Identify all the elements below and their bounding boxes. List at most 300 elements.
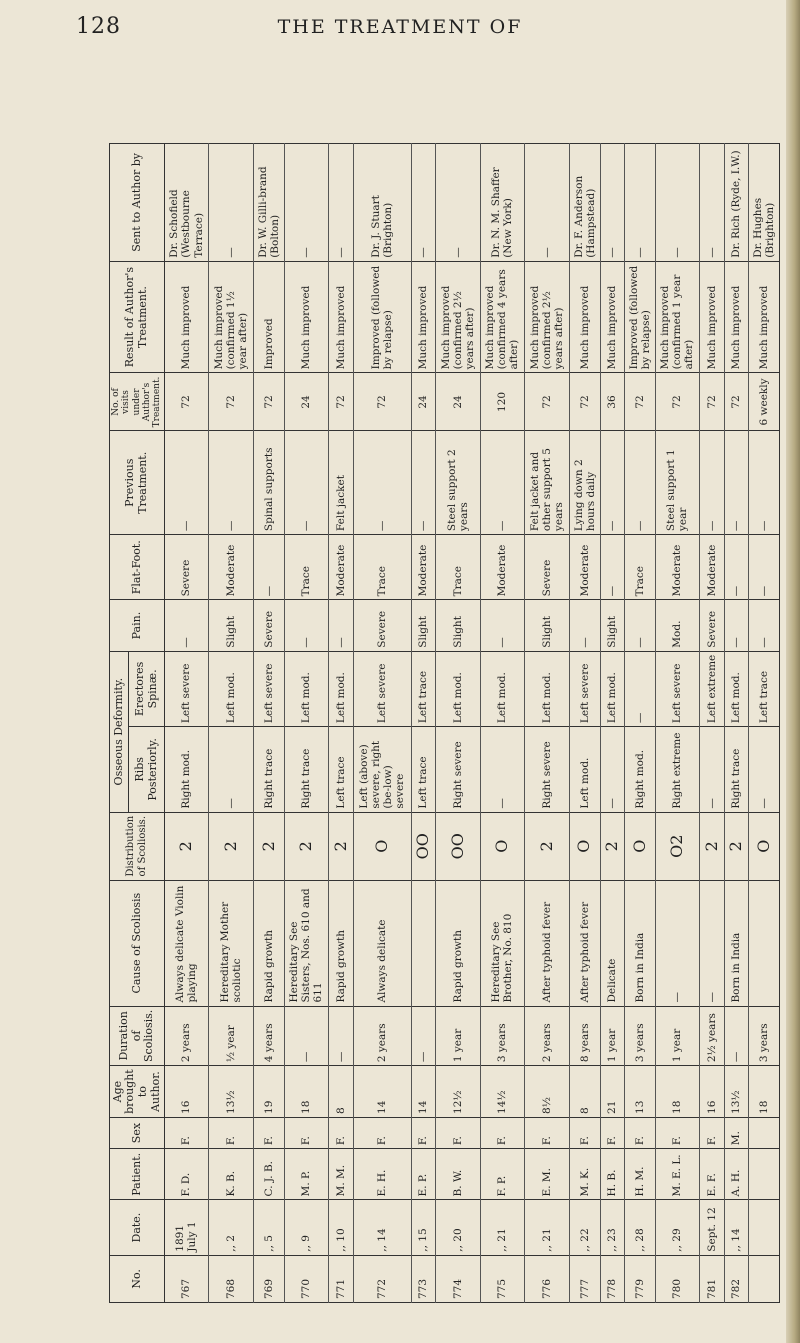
cell-visits: 72 (724, 373, 748, 431)
cell-erectores: Left mod. (436, 651, 481, 726)
header-pain: Pain. (110, 600, 165, 651)
cell-patient: M. P. (284, 1149, 329, 1200)
table-row (624, 144, 655, 1303)
header-distribution: Distribution of Scoliosis. (110, 812, 165, 880)
cell-visits: 36 (600, 373, 624, 431)
header-patient: Patient. (110, 1149, 165, 1200)
cell-flat-foot: — (600, 535, 624, 600)
cell-no (748, 1255, 779, 1302)
cell-sex: F. (624, 1117, 655, 1148)
cell-cause: Born in India (624, 880, 655, 1006)
cell-previous: Felt jacket and other support 5 years (525, 431, 570, 535)
cell-result: Much improved (569, 261, 600, 373)
cell-flat-foot: Moderate (700, 535, 724, 600)
cell-erectores: — (624, 651, 655, 726)
cell-no: 767 (164, 1255, 209, 1302)
cell-no: 780 (655, 1255, 700, 1302)
header-date: Date. (110, 1200, 165, 1255)
cell-erectores: Left mod. (600, 651, 624, 726)
cell-visits: 24 (284, 373, 329, 431)
cell-cause: Born in India (724, 880, 748, 1006)
header-sex: Sex (110, 1117, 165, 1148)
cell-result: Much improved (confirmed 1 year after) (655, 261, 700, 373)
cell-result: Much improved (411, 261, 435, 373)
cell-visits: 24 (411, 373, 435, 431)
header-erectores: Erectores Spinæ. (129, 651, 164, 726)
cell-sent: — (600, 144, 624, 262)
cell-patient: E. H. (353, 1149, 411, 1200)
cell-cause (411, 880, 435, 1006)
cell-result: Much improved (748, 261, 779, 373)
cell-flat-foot: Trace (284, 535, 329, 600)
cell-pain: — (724, 600, 748, 651)
cell-visits: 72 (353, 373, 411, 431)
cell-sent: — (700, 144, 724, 262)
cell-result: Much improved (confirmed 4 years after) (480, 261, 525, 373)
cell-erectores: Left severe (164, 651, 209, 726)
cell-result: Improved (followed by relapse) (624, 261, 655, 373)
table-row (436, 144, 481, 1303)
cell-distribution: OO (436, 812, 481, 880)
cell-ribs: Right mod. (624, 727, 655, 812)
cell-date: ,, 2 (209, 1200, 254, 1255)
cell-erectores: Left mod. (480, 651, 525, 726)
header-previous: Previous Treatment. (110, 431, 165, 535)
cell-distribution: O (353, 812, 411, 880)
cell-result: Much improved (284, 261, 329, 373)
cell-previous: — (411, 431, 435, 535)
cell-sex: M. (724, 1117, 748, 1148)
table-row (655, 144, 700, 1303)
cell-sex: F. (284, 1117, 329, 1148)
cell-previous: — (480, 431, 525, 535)
cell-no: 782 (724, 1255, 748, 1302)
cell-previous: — (353, 431, 411, 535)
cell-visits: 72 (624, 373, 655, 431)
table-row (353, 144, 411, 1303)
cell-no: 778 (600, 1255, 624, 1302)
cell-sex: F. (600, 1117, 624, 1148)
cell-cause: Hereditary Mother scoliotic (209, 880, 254, 1006)
cell-distribution: O (624, 812, 655, 880)
cell-result: Much improved (600, 261, 624, 373)
cell-sent: — (624, 144, 655, 262)
cell-previous: Steel support 1 year (655, 431, 700, 535)
cell-duration: 3 years (624, 1006, 655, 1066)
cell-cause: Hereditary See Brother, No. 810 (480, 880, 525, 1006)
cell-flat-foot: Severe (525, 535, 570, 600)
cell-patient: A. H. (724, 1149, 748, 1200)
cell-previous: — (600, 431, 624, 535)
cell-sex: F. (253, 1117, 284, 1148)
cell-date: ,, 21 (525, 1200, 570, 1255)
cell-sent: — (655, 144, 700, 262)
cell-result: Much improved (confirmed 2½ years after) (436, 261, 481, 373)
cell-pain: Slight (436, 600, 481, 651)
cell-date: ,, 29 (655, 1200, 700, 1255)
cell-cause: Always delicate (353, 880, 411, 1006)
cell-erectores: Left trace (411, 651, 435, 726)
cell-patient: H. M. (624, 1149, 655, 1200)
cell-date: ,, 20 (436, 1200, 481, 1255)
cell-age: 8 (329, 1066, 353, 1118)
page-number: 128 (76, 14, 121, 39)
cell-sent: Dr. N. M. Shaffer (New York) (480, 144, 525, 262)
cell-distribution: 2 (525, 812, 570, 880)
cell-ribs: Left mod. (569, 727, 600, 812)
cell-erectores: Left severe (253, 651, 284, 726)
cell-previous: Felt jacket (329, 431, 353, 535)
cell-no: 771 (329, 1255, 353, 1302)
cell-flat-foot: Trace (624, 535, 655, 600)
cell-sex (748, 1117, 779, 1148)
cell-patient: F. P. (480, 1149, 525, 1200)
cell-sent: Dr. Rich (Ryde, I.W.) (724, 144, 748, 262)
cell-sent: — (525, 144, 570, 262)
cell-ribs: Left trace (411, 727, 435, 812)
cell-duration: 2 years (353, 1006, 411, 1066)
cell-ribs: — (209, 727, 254, 812)
cell-visits: 24 (436, 373, 481, 431)
cell-previous: — (624, 431, 655, 535)
cell-erectores: Left severe (353, 651, 411, 726)
cell-ribs: Right trace (284, 727, 329, 812)
table-row (569, 144, 600, 1303)
table-row (164, 144, 209, 1303)
cell-duration: 4 years (253, 1006, 284, 1066)
cell-ribs: Left (above) severe, right (be-low) severe (353, 727, 411, 812)
cell-sent: — (284, 144, 329, 262)
cell-cause: Rapid growth (436, 880, 481, 1006)
cell-distribution: 2 (164, 812, 209, 880)
cell-distribution: O (569, 812, 600, 880)
cell-distribution: 2 (329, 812, 353, 880)
cell-pain: — (748, 600, 779, 651)
cell-visits: 72 (525, 373, 570, 431)
cell-distribution: 2 (209, 812, 254, 880)
cell-flat-foot: Moderate (655, 535, 700, 600)
cell-cause: After typhoid fever (569, 880, 600, 1006)
cell-flat-foot: Moderate (480, 535, 525, 600)
cell-sent: — (411, 144, 435, 262)
cell-flat-foot: Moderate (569, 535, 600, 600)
cell-ribs: Right trace (253, 727, 284, 812)
case-table (109, 143, 780, 1303)
cell-result: Much improved (confirmed 2½ years after) (525, 261, 570, 373)
cell-pain: Slight (411, 600, 435, 651)
cell-sent: — (436, 144, 481, 262)
cell-age: 14½ (480, 1066, 525, 1118)
cell-ribs: Left trace (329, 727, 353, 812)
cell-pain: — (624, 600, 655, 651)
cell-duration: 2 years (525, 1006, 570, 1066)
cell-sex: F. (700, 1117, 724, 1148)
cell-no: 776 (525, 1255, 570, 1302)
cell-distribution: O (748, 812, 779, 880)
cell-sent: Dr. Hughes (Brighton) (748, 144, 779, 262)
cell-erectores: Left severe (655, 651, 700, 726)
cell-sex: F. (164, 1117, 209, 1148)
table-row (329, 144, 353, 1303)
cell-age: 8½ (525, 1066, 570, 1118)
cell-result: Improved (253, 261, 284, 373)
cell-date: ,, 14 (724, 1200, 748, 1255)
cell-visits: 72 (253, 373, 284, 431)
cell-age: 18 (284, 1066, 329, 1118)
cell-cause: After typhoid fever (525, 880, 570, 1006)
cell-ribs: Right severe (436, 727, 481, 812)
header-result: Result of Author's Treatment. (110, 261, 165, 373)
cell-no: 769 (253, 1255, 284, 1302)
table-row (748, 144, 779, 1303)
cell-duration: 2 years (164, 1006, 209, 1066)
cell-age: 12½ (436, 1066, 481, 1118)
cell-visits: 72 (569, 373, 600, 431)
cell-no: 768 (209, 1255, 254, 1302)
cell-distribution: 2 (284, 812, 329, 880)
cell-sex: F. (525, 1117, 570, 1148)
cell-sent: — (329, 144, 353, 262)
table-row (480, 144, 525, 1303)
cell-previous: — (724, 431, 748, 535)
cell-cause: Rapid growth (329, 880, 353, 1006)
cell-no: 777 (569, 1255, 600, 1302)
cell-age: 13 (624, 1066, 655, 1118)
cell-visits: 120 (480, 373, 525, 431)
cell-sex: F. (436, 1117, 481, 1148)
cell-distribution: 2 (600, 812, 624, 880)
cell-visits: 72 (329, 373, 353, 431)
cell-date: ,, 22 (569, 1200, 600, 1255)
table-row (411, 144, 435, 1303)
cell-visits: 72 (164, 373, 209, 431)
cell-previous: — (700, 431, 724, 535)
cell-pain: Severe (253, 600, 284, 651)
cell-patient: E. P. (411, 1149, 435, 1200)
cell-duration: 3 years (748, 1006, 779, 1066)
cell-cause: — (700, 880, 724, 1006)
cell-erectores: Left mod. (284, 651, 329, 726)
cell-duration: 3 years (480, 1006, 525, 1066)
running-head: THE TREATMENT OF (277, 16, 523, 38)
cell-duration: — (284, 1006, 329, 1066)
cell-pain: Severe (700, 600, 724, 651)
cell-ribs: Right extreme (655, 727, 700, 812)
header-cause: Cause of Scoliosis (110, 880, 165, 1006)
cell-result: Much improved (164, 261, 209, 373)
cell-sent: Dr. W. Gilli-brand (Bolton) (253, 144, 284, 262)
cell-date: ,, 9 (284, 1200, 329, 1255)
cell-flat-foot: — (253, 535, 284, 600)
cell-previous: — (284, 431, 329, 535)
cell-duration: 1 year (600, 1006, 624, 1066)
cell-no: 772 (353, 1255, 411, 1302)
cell-date: ,, 15 (411, 1200, 435, 1255)
cell-previous: Spinal supports (253, 431, 284, 535)
cell-patient: M. E. L. (655, 1149, 700, 1200)
header-visits: No. of visits under Author's Treatment. (110, 373, 165, 431)
cell-sex: F. (569, 1117, 600, 1148)
cell-sex: F. (353, 1117, 411, 1148)
cell-previous: — (164, 431, 209, 535)
cell-age: 13½ (724, 1066, 748, 1118)
cell-duration: 1 year (436, 1006, 481, 1066)
cell-sent: Dr. F. Anderson (Hampstead) (569, 144, 600, 262)
cell-flat-foot: Moderate (209, 535, 254, 600)
cell-visits: 6 weekly (748, 373, 779, 431)
cell-patient: F. D. (164, 1149, 209, 1200)
cell-previous: — (748, 431, 779, 535)
scan-edge (786, 0, 800, 1343)
cell-date: 1891 July 1 (164, 1200, 209, 1255)
cell-distribution: 2 (700, 812, 724, 880)
cell-flat-foot: Trace (353, 535, 411, 600)
cell-cause: Delicate (600, 880, 624, 1006)
cell-duration: ½ year (209, 1006, 254, 1066)
cell-flat-foot: Trace (436, 535, 481, 600)
cell-ribs: Right mod. (164, 727, 209, 812)
cell-pain: Slight (209, 600, 254, 651)
cell-no: 779 (624, 1255, 655, 1302)
cell-distribution: OO (411, 812, 435, 880)
header-no: No. (110, 1255, 165, 1302)
table-row (525, 144, 570, 1303)
cell-flat-foot: Moderate (411, 535, 435, 600)
cell-visits: 72 (700, 373, 724, 431)
cell-age: 8 (569, 1066, 600, 1118)
cell-result: Much improved (700, 261, 724, 373)
cell-ribs: Right trace (724, 727, 748, 812)
cell-date: ,, 14 (353, 1200, 411, 1255)
cell-sent: Dr. Schofield (Westbourne Terrace) (164, 144, 209, 262)
cell-duration: 1 year (655, 1006, 700, 1066)
cell-result: Much improved (329, 261, 353, 373)
cell-ribs: — (748, 727, 779, 812)
cell-age: 18 (655, 1066, 700, 1118)
cell-cause: Rapid growth (253, 880, 284, 1006)
table-row (209, 144, 254, 1303)
cell-erectores: Left extreme (700, 651, 724, 726)
cell-ribs: — (700, 727, 724, 812)
cell-pain: Slight (525, 600, 570, 651)
header-row (110, 144, 129, 1303)
cell-pain: — (480, 600, 525, 651)
cell-no: 773 (411, 1255, 435, 1302)
cell-flat-foot: Severe (164, 535, 209, 600)
cell-date: ,, 28 (624, 1200, 655, 1255)
cell-cause: Always delicate Violin playing (164, 880, 209, 1006)
cell-no: 774 (436, 1255, 481, 1302)
cell-age: 18 (748, 1066, 779, 1118)
cell-date (748, 1200, 779, 1255)
cell-no: 781 (700, 1255, 724, 1302)
cell-pain: — (284, 600, 329, 651)
cell-patient: M. K. (569, 1149, 600, 1200)
cell-pain: — (329, 600, 353, 651)
cell-age: 16 (164, 1066, 209, 1118)
header-flat-foot: Flat-Foot. (110, 535, 165, 600)
cell-duration: — (329, 1006, 353, 1066)
cell-erectores: Left mod. (329, 651, 353, 726)
cell-flat-foot: — (724, 535, 748, 600)
cell-date: ,, 10 (329, 1200, 353, 1255)
cell-date: ,, 21 (480, 1200, 525, 1255)
cell-erectores: Left trace (748, 651, 779, 726)
table-row (700, 144, 724, 1303)
header-sent: Sent to Author by (110, 144, 165, 262)
table-body (164, 144, 779, 1303)
cell-distribution: O (480, 812, 525, 880)
cell-ribs: — (600, 727, 624, 812)
cell-duration: 2½ years (700, 1006, 724, 1066)
cell-sex: F. (209, 1117, 254, 1148)
cell-previous: — (209, 431, 254, 535)
cell-age: 13½ (209, 1066, 254, 1118)
cell-erectores: Left severe (569, 651, 600, 726)
cell-age: 21 (600, 1066, 624, 1118)
cell-date: ,, 23 (600, 1200, 624, 1255)
cell-sex: F. (655, 1117, 700, 1148)
cell-result: Much improved (confirmed 1½ year after) (209, 261, 254, 373)
cell-duration: 8 years (569, 1006, 600, 1066)
cell-visits: 72 (209, 373, 254, 431)
cell-result: Improved (followed by relapse) (353, 261, 411, 373)
cell-erectores: Left mod. (724, 651, 748, 726)
cell-duration: — (411, 1006, 435, 1066)
cell-patient: M. M. (329, 1149, 353, 1200)
table-row (284, 144, 329, 1303)
cell-sent: — (209, 144, 254, 262)
cell-erectores: Left mod. (525, 651, 570, 726)
cell-patient (748, 1149, 779, 1200)
cell-distribution: O2 (655, 812, 700, 880)
cell-no: 775 (480, 1255, 525, 1302)
cell-age: 16 (700, 1066, 724, 1118)
cell-age: 19 (253, 1066, 284, 1118)
rotated-table-wrapper (109, 143, 776, 1303)
cell-sent: Dr. J. Stuart (Brighton) (353, 144, 411, 262)
header-age: Age brought to Author. (110, 1066, 165, 1118)
cell-age: 14 (353, 1066, 411, 1118)
header-duration: Duration of Scoliosis. (110, 1006, 165, 1066)
cell-previous: Steel support 2 years (436, 431, 481, 535)
cell-cause: Hereditary See Sisters, Nos. 610 and 611 (284, 880, 329, 1006)
cell-pain: Slight (600, 600, 624, 651)
cell-sex: F. (411, 1117, 435, 1148)
table-row (724, 144, 748, 1303)
cell-date: Sept. 12 (700, 1200, 724, 1255)
cell-patient: E. M. (525, 1149, 570, 1200)
cell-distribution: 2 (253, 812, 284, 880)
cell-ribs: Right severe (525, 727, 570, 812)
cell-date: ,, 5 (253, 1200, 284, 1255)
cell-age: 14 (411, 1066, 435, 1118)
cell-previous: Lying down 2 hours daily (569, 431, 600, 535)
header-osseous: Osseous Deformity. (110, 651, 129, 812)
cell-no: 770 (284, 1255, 329, 1302)
cell-flat-foot: — (748, 535, 779, 600)
table-row (600, 144, 624, 1303)
cell-distribution: 2 (724, 812, 748, 880)
cell-pain: Mod. (655, 600, 700, 651)
cell-erectores: Left mod. (209, 651, 254, 726)
cell-cause: — (655, 880, 700, 1006)
cell-patient: E. F. (700, 1149, 724, 1200)
cell-visits: 72 (655, 373, 700, 431)
cell-sex: F. (329, 1117, 353, 1148)
cell-sex: F. (480, 1117, 525, 1148)
header-ribs: Ribs Posteriorly. (129, 727, 164, 812)
